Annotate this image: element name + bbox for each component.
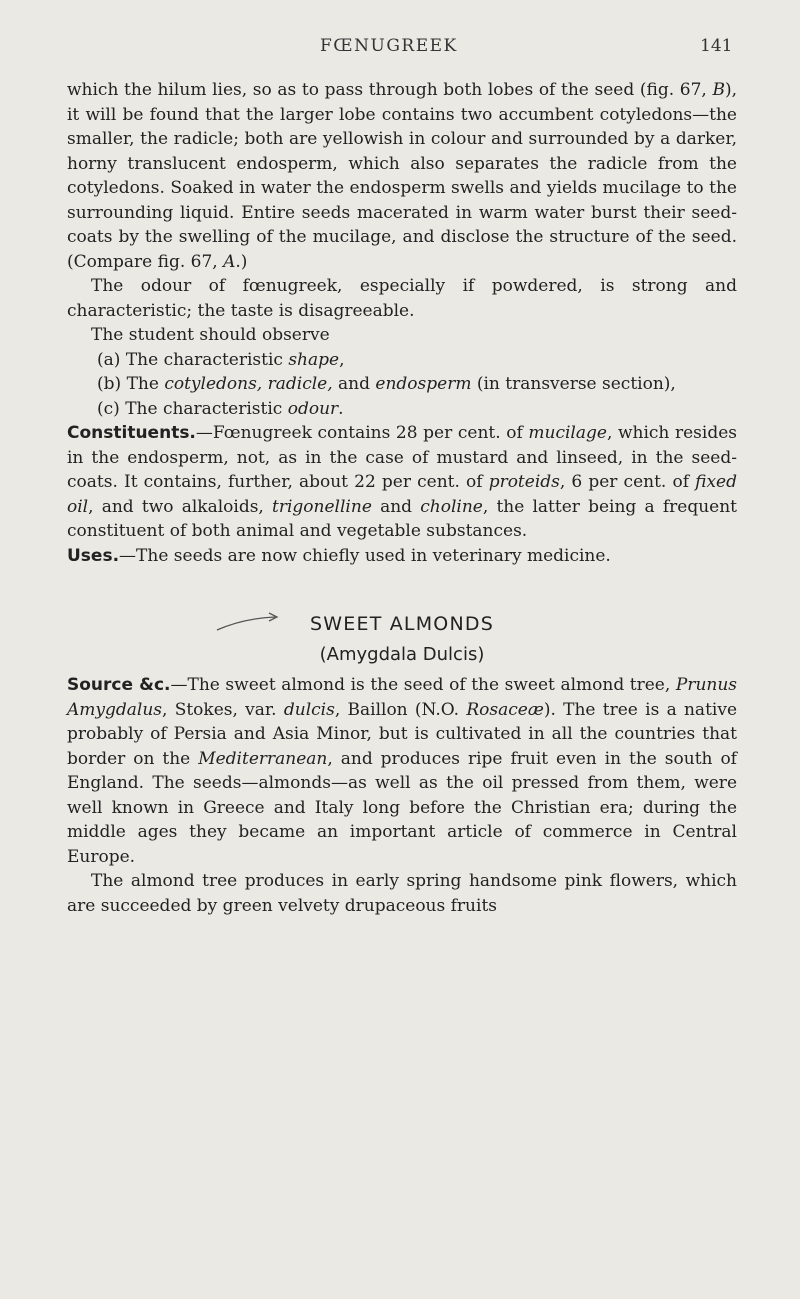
- observation-list: [67, 348, 737, 422]
- constituents-heading: Constituents.: [67, 423, 196, 443]
- text-run: and: [371, 496, 421, 517]
- italic-run: Rosaceæ: [466, 699, 544, 720]
- italic-run: endosperm: [375, 374, 472, 394]
- list-item: [97, 397, 737, 422]
- italic-run: mucilage: [528, 423, 607, 443]
- text-run: ). The tree is a native probably of Persia and Asia Minor, but is cultivated in all the countries that border on the: [67, 699, 737, 769]
- text-run: The: [126, 374, 165, 394]
- list-item: [97, 372, 737, 397]
- italic-run: trigonelline: [272, 496, 372, 517]
- text-run: , Stokes, var.: [162, 699, 284, 720]
- text-run: ,: [339, 349, 345, 370]
- italic-run: fixed oil: [67, 472, 737, 517]
- text-run: —Fœnugreek contains 28 per cent. of: [195, 423, 529, 443]
- italic-run: Prunus Amygdalus: [67, 675, 738, 720]
- italic-run: choline: [420, 496, 483, 517]
- section-subtitle: (Amygdala Dulcis): [319, 643, 485, 665]
- text-run: .): [235, 251, 248, 272]
- italic-run: odour: [287, 398, 339, 419]
- italic-run: Mediterranean: [198, 748, 328, 769]
- text-run: —The sweet almond is the seed of the sweet almond tree,: [170, 675, 676, 695]
- paragraph-uses: [67, 544, 737, 569]
- text-run: The characteristic: [125, 398, 288, 419]
- text-run: .: [338, 398, 344, 419]
- page-number: 141: [700, 36, 733, 56]
- italic-run: proteids: [488, 472, 560, 492]
- running-title: FŒNUGREEK: [320, 36, 458, 56]
- italic-run: cotyledons, radicle,: [164, 374, 333, 394]
- list-label: (a): [97, 349, 121, 370]
- text-run: , 6 per cent. of: [559, 472, 696, 492]
- text-run: ), it will be found that the larger lobe contains two accumbent cotyledons—the smaller, the radicle; both are yellowish in colour and surrounded by a darker, horny translucent endosperm, which also separates the radicle from the cotyledons. Soaked in water the endosperm swells and yields mucilage to the surrounding liquid. Entire seeds macerated in warm water burst their seed-coats by the swelling of the mucilage, and disclose the structure of the seed. (Compare fig. 67,: [67, 80, 737, 272]
- pencil-arrow-icon: [215, 612, 281, 632]
- paragraph-constituents: [67, 421, 737, 544]
- paragraph-seed-structure: [67, 78, 737, 274]
- section-title-text: SWEET ALMONDS: [310, 613, 494, 635]
- text-run: and: [332, 374, 376, 394]
- section-title: [67, 612, 737, 637]
- paragraph-source: [67, 673, 737, 869]
- uses-heading: Uses.: [67, 545, 120, 566]
- page-header: [0, 36, 800, 64]
- text-run: , the latter being a frequent constituent of both animal and vegetable substances.: [67, 496, 738, 541]
- paragraph-student: The student should observe: [91, 325, 330, 345]
- text-run: The characteristic: [125, 349, 289, 370]
- source-heading: Source &c.: [67, 675, 171, 695]
- italic-run: B: [712, 80, 725, 100]
- italic-run: shape: [288, 349, 340, 370]
- text-run: , and produces ripe fruit even in the south of England. The seeds—almonds—as well as the oil pressed from them, were well known in Greece and Italy long before the Christian era; during the middle ages they became an important article of commerce in Central Europe.: [67, 748, 737, 867]
- page-body: [67, 78, 737, 918]
- paragraph-odour: The odour of fœnugreek, especially if powdered, is strong and characteristic; the taste is disagreeable.: [67, 276, 737, 321]
- text-run: (in transverse section),: [471, 374, 676, 394]
- text-run: , and two alkaloids,: [88, 496, 273, 517]
- list-item: [97, 348, 737, 373]
- italic-run: dulcis: [283, 699, 335, 720]
- italic-run: A: [223, 251, 236, 272]
- text-run: , Baillon (N.O.: [334, 699, 467, 720]
- text-run: —The seeds are now chiefly used in veterinary medicine.: [119, 545, 611, 566]
- paragraph-almond-tree: The almond tree produces in early spring handsome pink flowers, which are succeeded by green velvety drupaceous fruits: [67, 871, 737, 916]
- list-label: (c): [97, 398, 120, 419]
- list-label: (b): [97, 374, 122, 394]
- text-run: , which resides in the endosperm, not, as in the case of mustard and linseed, in the seed-coats. It contains, further, about 22 per cent. of: [67, 423, 737, 492]
- text-run: which the hilum lies, so as to pass through both lobes of the seed (fig. 67,: [67, 80, 713, 100]
